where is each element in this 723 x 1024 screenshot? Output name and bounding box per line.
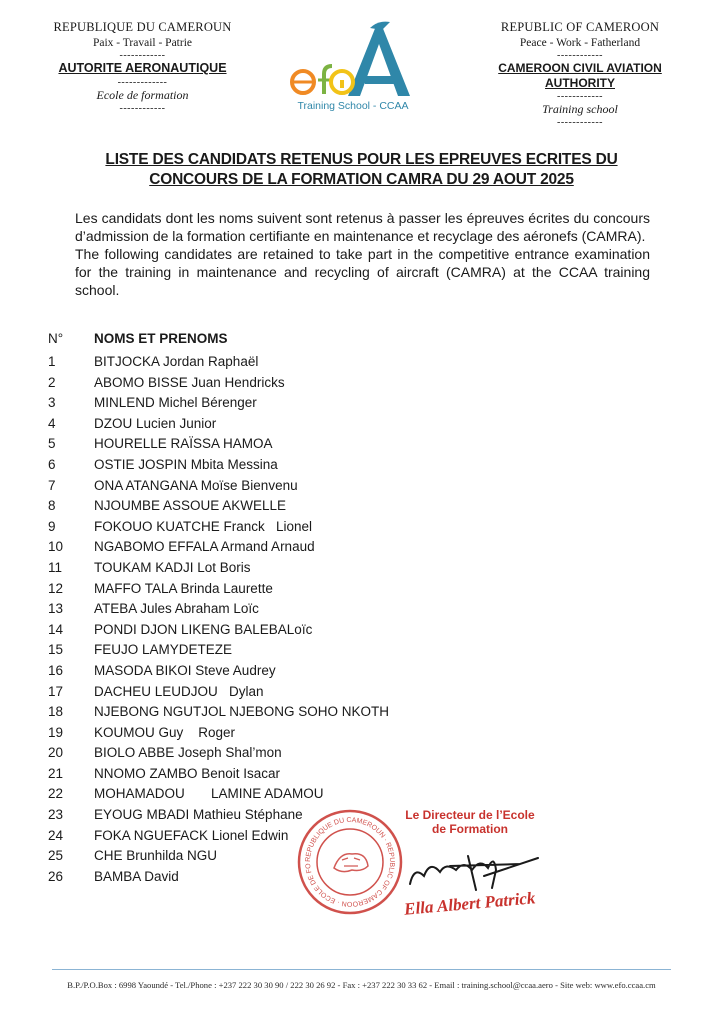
signatory-title-line-2: de Formation — [431, 822, 508, 836]
candidate-number: 11 — [48, 559, 63, 575]
candidate-name: BITJOCKA Jordan Raphaël — [94, 354, 259, 369]
list-item — [48, 661, 408, 682]
separator: ------------- — [117, 76, 168, 88]
candidate-number: 14 — [48, 621, 64, 637]
list-item — [48, 373, 408, 394]
candidate-name: FEUJO LAMYDETEZE — [94, 642, 233, 658]
candidate-name: DZOU Lucien Junior — [94, 415, 217, 431]
title-line-2: CONCOURS DE LA FORMATION CAMRA DU 29 AOUT 2025 — [149, 171, 574, 188]
candidate-number: 22 — [48, 786, 64, 802]
candidate-name: MAFFO TALA Brinda Laurette — [94, 580, 273, 596]
candidate-number: 26 — [48, 868, 64, 884]
candidate-number: 8 — [48, 498, 56, 514]
candidate-name: DACHEU LEUDJOU Dylan — [94, 683, 264, 699]
candidate-number: 2 — [48, 374, 56, 390]
candidate-number: 21 — [48, 765, 64, 781]
list-item — [48, 620, 408, 641]
candidate-name: KOUMOU Guy Roger — [94, 724, 236, 740]
candidate-number: 6 — [48, 456, 56, 472]
efo-training-school-logo-icon — [278, 18, 428, 102]
candidate-number: 20 — [48, 745, 64, 761]
candidate-number: 10 — [48, 539, 64, 555]
school-name-en: Training school — [542, 102, 618, 116]
intro-paragraphs — [75, 209, 650, 299]
signatory-name: Ella Albert Patrick — [403, 888, 537, 919]
candidate-name: NJEBONG NGUTJOL NJEBONG SOHO NKOTH — [94, 704, 390, 720]
list-item — [48, 558, 408, 579]
authority-name-fr: AUTORITE AERONAUTIQUE — [58, 61, 227, 75]
candidate-number: 25 — [48, 848, 64, 864]
candidate-name: PONDI DJON LIKENG BALEBALoïc — [94, 621, 313, 637]
list-item — [48, 455, 408, 476]
candidate-number: 9 — [48, 518, 56, 534]
list-item — [48, 517, 408, 538]
candidate-number: 7 — [48, 477, 56, 493]
list-item — [48, 414, 408, 435]
candidate-number: 3 — [48, 395, 56, 411]
country-name-fr: REPUBLIQUE DU CAMEROUN — [53, 20, 232, 34]
candidate-name: ONA ATANGANA Moïse Bienvenu — [94, 477, 298, 493]
document-title — [60, 150, 663, 190]
list-item — [48, 640, 408, 661]
list-item — [48, 599, 408, 620]
candidate-name: MOHAMADOU LAMINE ADAMOU — [94, 786, 324, 802]
separator: ------------ — [119, 50, 166, 61]
intro-fr: Les candidats dont les noms suivent sont retenus à passer les épreuves écrites du concours d’admission de la formation certifiante en maintenance et recyclage des aéronefs (CAMRA). — [75, 210, 650, 244]
motto-en: Peace - Work - Fatherland — [519, 36, 641, 49]
candidate-number: 24 — [48, 827, 64, 843]
candidate-number: 1 — [48, 354, 56, 369]
list-item — [48, 537, 408, 558]
candidate-name: NGABOMO EFFALA Armand Arnaud — [94, 539, 315, 555]
list-item — [48, 434, 408, 455]
candidate-name: NNOMO ZAMBO Benoit Isacar — [94, 765, 281, 781]
candidate-number: 12 — [48, 580, 64, 596]
name-column-header: NOMS ET PRENOMS — [94, 331, 228, 346]
list-item — [48, 393, 408, 414]
signatory-title-line-1: Le Directeur de l’Ecole — [405, 808, 535, 822]
footer-divider — [52, 969, 671, 970]
candidate-name: BAMBA David — [94, 868, 179, 884]
signature-block — [380, 806, 560, 926]
candidate-name: CHE Brunhilda NGU — [94, 848, 218, 864]
separator: ------------ — [557, 117, 603, 128]
title-line-1: LISTE DES CANDIDATS RETENUS POUR LES EPREUVES ECRITES DU — [105, 151, 618, 168]
school-name-fr: Ecole de formation — [96, 87, 189, 102]
list-item — [48, 579, 408, 600]
candidate-name: NJOUMBE ASSOUE AKWELLE — [94, 498, 287, 514]
candidate-number: 17 — [48, 683, 64, 699]
candidate-number: 18 — [48, 704, 64, 720]
candidate-name: OSTIE JOSPIN Mbita Messina — [94, 456, 278, 472]
candidate-name: MASODA BIKOI Steve Audrey — [94, 662, 276, 678]
list-item — [48, 702, 408, 723]
separator: ------------ — [119, 102, 166, 114]
candidate-number: 13 — [48, 601, 64, 617]
list-item — [48, 352, 408, 373]
candidate-number: 15 — [48, 642, 64, 658]
list-item — [48, 496, 408, 517]
authority-name-en: CAMEROON CIVIL AVIATION AUTHORITY — [498, 61, 662, 90]
candidate-name: ABOMO BISSE Juan Hendricks — [94, 374, 285, 390]
list-item — [48, 723, 408, 744]
motto-fr: Paix - Travail - Patrie — [92, 36, 193, 49]
candidate-name: EYOUG MBADI Mathieu Stéphane — [94, 807, 303, 823]
header-left — [50, 20, 235, 114]
number-column-header: N° — [48, 331, 64, 346]
stamp-ring-text: REPUBLIQUE DU CAMEROUN · REPUBLIC OF CAMEROON · ECOLE DE FO — [304, 816, 396, 908]
logo-caption: Training School - CCAA — [297, 100, 409, 112]
footer-contact: B.P./P.O.Box : 6998 Yaoundé - Tel./Phone : +237 222 30 30 90 / 222 30 26 92 - Fax : +237 222 30 33 62 - Email : training.school@ccaa.aero - Site web: www.efo.ccaa.cm — [67, 980, 656, 990]
candidate-name: FOKOUO KUATCHE Franck Lionel — [94, 518, 313, 534]
candidate-number: 4 — [48, 415, 56, 431]
list-item — [48, 784, 408, 805]
candidate-name: FOKA NGUEFACK Lionel Edwin — [94, 827, 289, 843]
efo-logo — [278, 18, 428, 116]
candidate-name: HOURELLE RAÏSSA HAMOA — [94, 436, 273, 452]
list-item — [48, 743, 408, 764]
list-item — [48, 764, 408, 785]
separator: ------------ — [557, 50, 603, 61]
candidate-number: 19 — [48, 724, 64, 740]
signatory-title — [400, 808, 540, 836]
candidate-name: ATEBA Jules Abraham Loïc — [94, 601, 259, 617]
list-item — [48, 476, 408, 497]
candidate-name: MINLEND Michel Bérenger — [94, 395, 257, 411]
candidate-number: 23 — [48, 807, 64, 823]
separator: ------------ — [557, 91, 603, 102]
header-right — [470, 20, 690, 128]
intro-en: The following candidates are retained to take part in the competitive entrance examination for the training in maintenance and recycling of aircraft (CAMRA) at the CCAA training school. — [75, 246, 650, 298]
list-item — [48, 682, 408, 703]
candidate-number: 5 — [48, 436, 56, 452]
candidate-number: 16 — [48, 662, 64, 678]
country-name-en: REPUBLIC OF CAMEROON — [500, 20, 660, 34]
candidate-name: BIOLO ABBE Joseph Shal’mon — [94, 745, 282, 761]
candidate-name: TOUKAM KADJI Lot Boris — [94, 559, 251, 575]
